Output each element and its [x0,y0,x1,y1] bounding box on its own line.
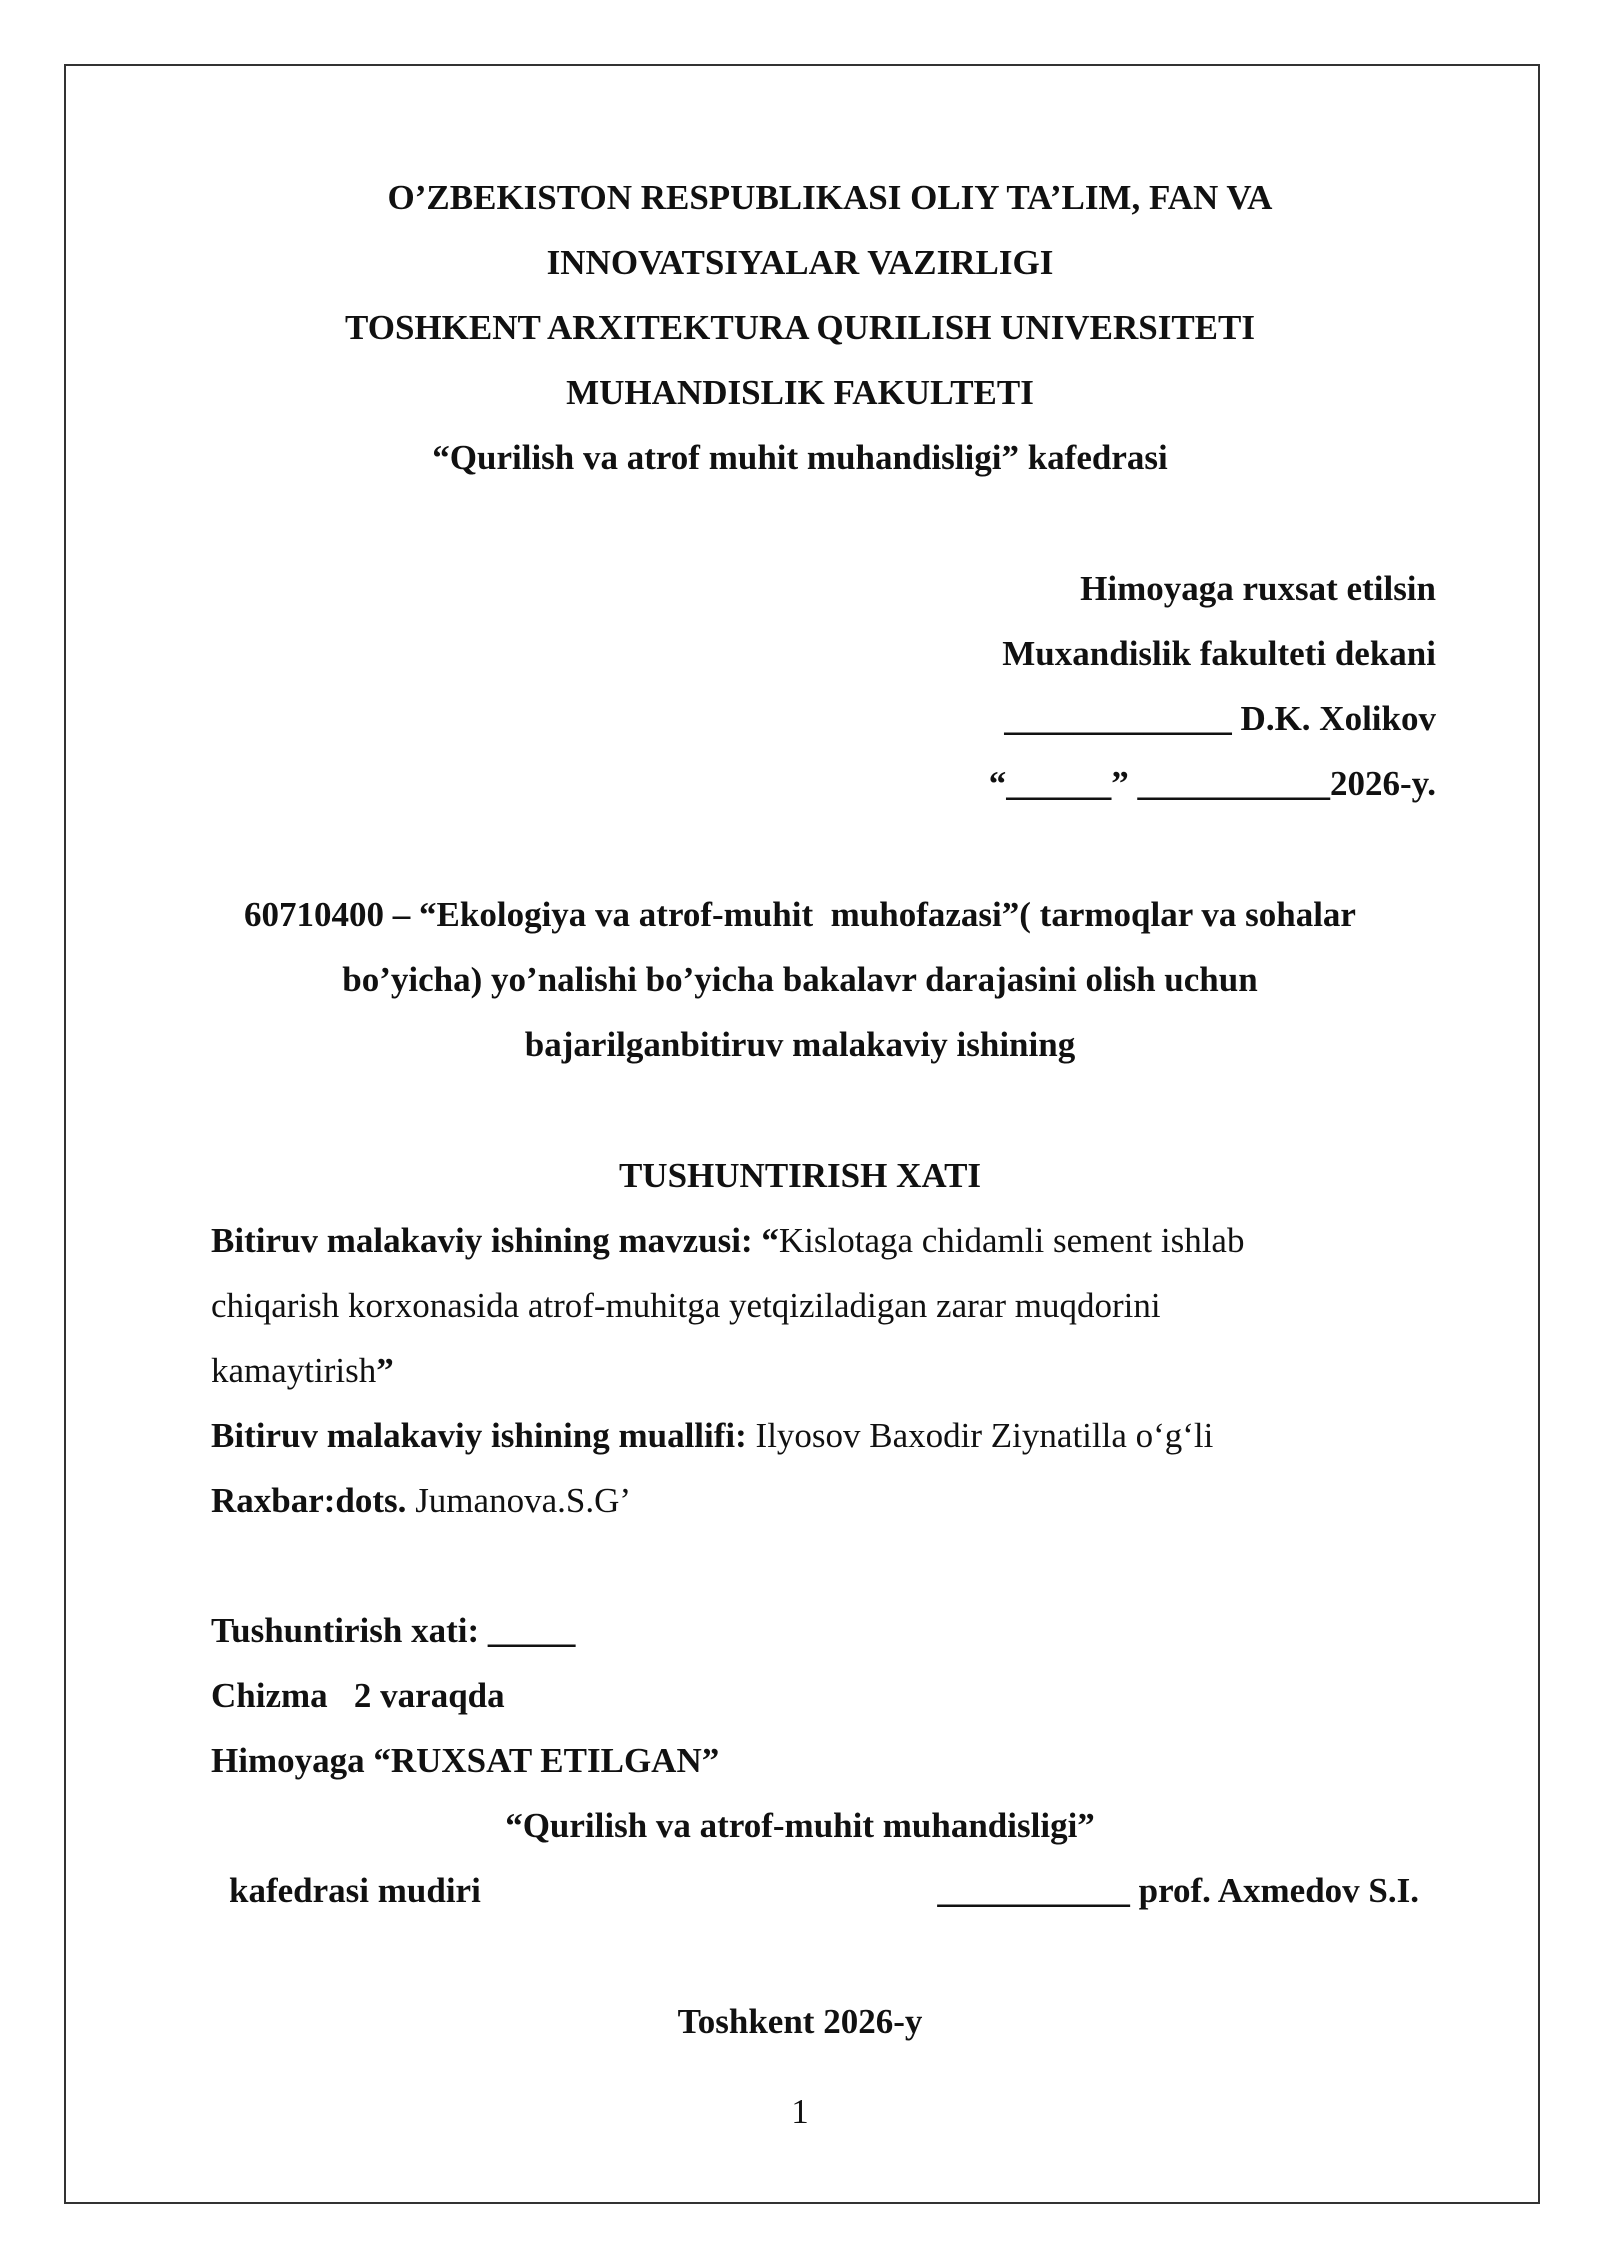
topic-line-3 [211,1349,394,1393]
head-department-title: kafedrasi mudiri [229,1871,481,1910]
ministry-line-1: O’ZBEKISTON RESPUBLIKASI OLIY TA’LIM, FAN VA [387,178,1273,217]
author-label: Bitiruv malakaviy ishining muallifi: [211,1416,747,1455]
topic-text-1: Kislotaga chidamli sement ishlab [778,1221,1245,1260]
head-department-name: “Qurilish va atrof-muhit muhandisligi” [505,1806,1095,1845]
program-line-2: bo’yicha) yo’nalishi bo’yicha bakalavr darajasini olish uchun [342,960,1258,999]
topic-text-3: kamaytirish [211,1351,377,1390]
supervisor-name: Jumanova.S.G’ [406,1481,631,1520]
topic-label: Bitiruv malakaviy ishining mavzusi: “ [211,1221,779,1260]
department-name: “Qurilish va atrof muhit muhandisligi” kafedrasi [432,438,1168,477]
topic-line-2: chiqarish korxonasida atrof-muhitga yetqiziladigan zarar muqdorini [211,1286,1161,1325]
approval-line-2: Muxandislik fakulteti dekani [1002,634,1436,673]
city-year: Toshkent 2026-y [677,2002,923,2041]
drawings-count: Chizma 2 varaqda [211,1676,505,1715]
program-line-1: 60710400 – “Ekologiya va atrof-muhit muhofazasi”( tarmoqlar va sohalar [244,895,1356,934]
topic-close-quote: ” [376,1351,394,1390]
explanation-pages: Tushuntirish xati: _____ [211,1611,576,1650]
topic-line-1 [211,1219,1244,1263]
defense-permission: Himoyaga “RUXSAT ETILGAN” [211,1741,720,1780]
university-name: TOSHKENT ARXITEKTURA QURILISH UNIVERSITETI [345,308,1255,347]
dean-signature: _____________ D.K. Xolikov [1004,699,1436,738]
document-title: TUSHUNTIRISH XATI [618,1156,982,1195]
program-line-3: bajarilganbitiruv malakaviy ishining [524,1025,1076,1064]
supervisor-line [211,1479,631,1523]
author-line [211,1414,1213,1458]
author-name: Ilyosov Baxodir Ziynatilla o‘g‘li [746,1416,1214,1455]
ministry-line-2: INNOVATSIYALAR VAZIRLIGI [546,243,1054,282]
approval-date: “______” ___________2026-y. [988,764,1436,803]
head-department-signature: ___________ prof. Axmedov S.I. [937,1871,1419,1910]
supervisor-label: Raxbar:dots. [211,1481,407,1520]
page-number: 1 [791,2092,809,2131]
approval-line-1: Himoyaga ruxsat etilsin [1080,569,1436,608]
faculty-name: MUHANDISLIK FAKULTETI [566,373,1034,412]
